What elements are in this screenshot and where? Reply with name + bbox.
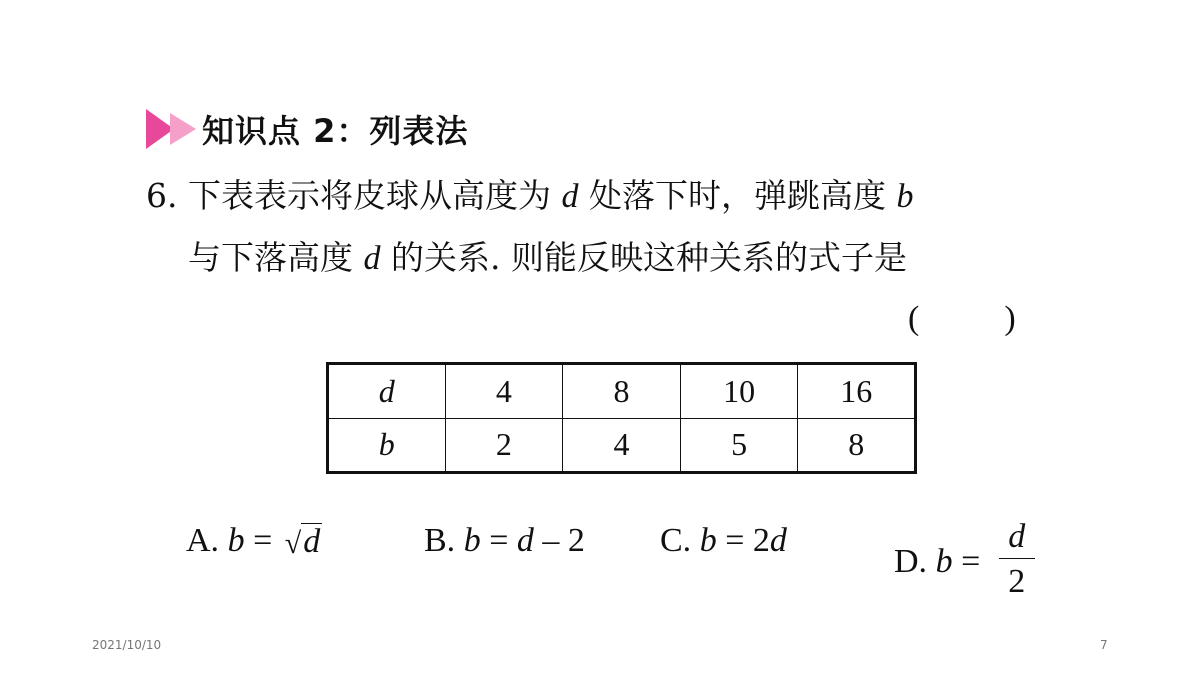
denominator: 2 [1008,563,1026,600]
heading-text: 知识点 2：列表法 [202,112,469,150]
option-c[interactable] [660,522,787,560]
option-var: d [769,522,787,559]
table-cell: 4 [445,364,563,419]
question-line-2 [188,238,907,279]
numerator: d [1008,518,1026,555]
question-text: 6. 下表表示将皮球从高度为 [146,176,562,215]
question-text: 的关系. 则能反映这种关系的式子是 [380,238,907,277]
section-heading [146,104,468,154]
option-var: b [463,522,481,559]
option-eq: = [952,542,989,580]
variable-d: d [561,178,579,215]
table-cell: 4 [563,418,681,473]
variable-b: b [896,178,914,215]
option-eq: = [480,522,517,559]
option-var: b [699,522,717,559]
question-line-1 [146,176,913,217]
table-cell: 5 [680,418,798,473]
table-row [328,418,916,473]
answer-blank[interactable]: ( ) [908,300,1016,337]
table-cell: 16 [798,364,916,419]
fraction [999,520,1035,599]
table-cell: 8 [563,364,681,419]
option-eq: = 2 [716,522,770,559]
option-label: C. [660,522,700,559]
table-cell: 2 [445,418,563,473]
option-d[interactable] [894,518,1035,601]
question-text: 处落下时，弹跳高度 [578,176,897,215]
option-a[interactable] [186,522,322,560]
double-arrow-icon [146,107,200,151]
option-b[interactable] [424,522,585,560]
table-row [328,364,916,419]
option-label: B. [424,522,464,559]
option-var: d [516,522,534,559]
sqrt-expression [285,523,322,560]
row-header-d: d [328,364,446,419]
footer-date: 2021/10/10 [92,638,162,652]
table-cell: 10 [680,364,798,419]
question-text: 与下落高度 [188,238,364,277]
sqrt-symbol-icon: √ [284,527,302,561]
option-label: A. [186,522,228,559]
option-label: D. [894,542,936,580]
table-cell: 8 [798,418,916,473]
radicand: d [303,522,321,560]
option-var: b [227,522,245,559]
option-rest: – 2 [533,522,585,559]
option-var: b [935,542,953,580]
option-eq: = [244,522,281,559]
data-table [326,362,917,474]
page-number: 7 [1100,638,1108,652]
row-header-b: b [328,418,446,473]
variable-d: d [363,240,381,277]
